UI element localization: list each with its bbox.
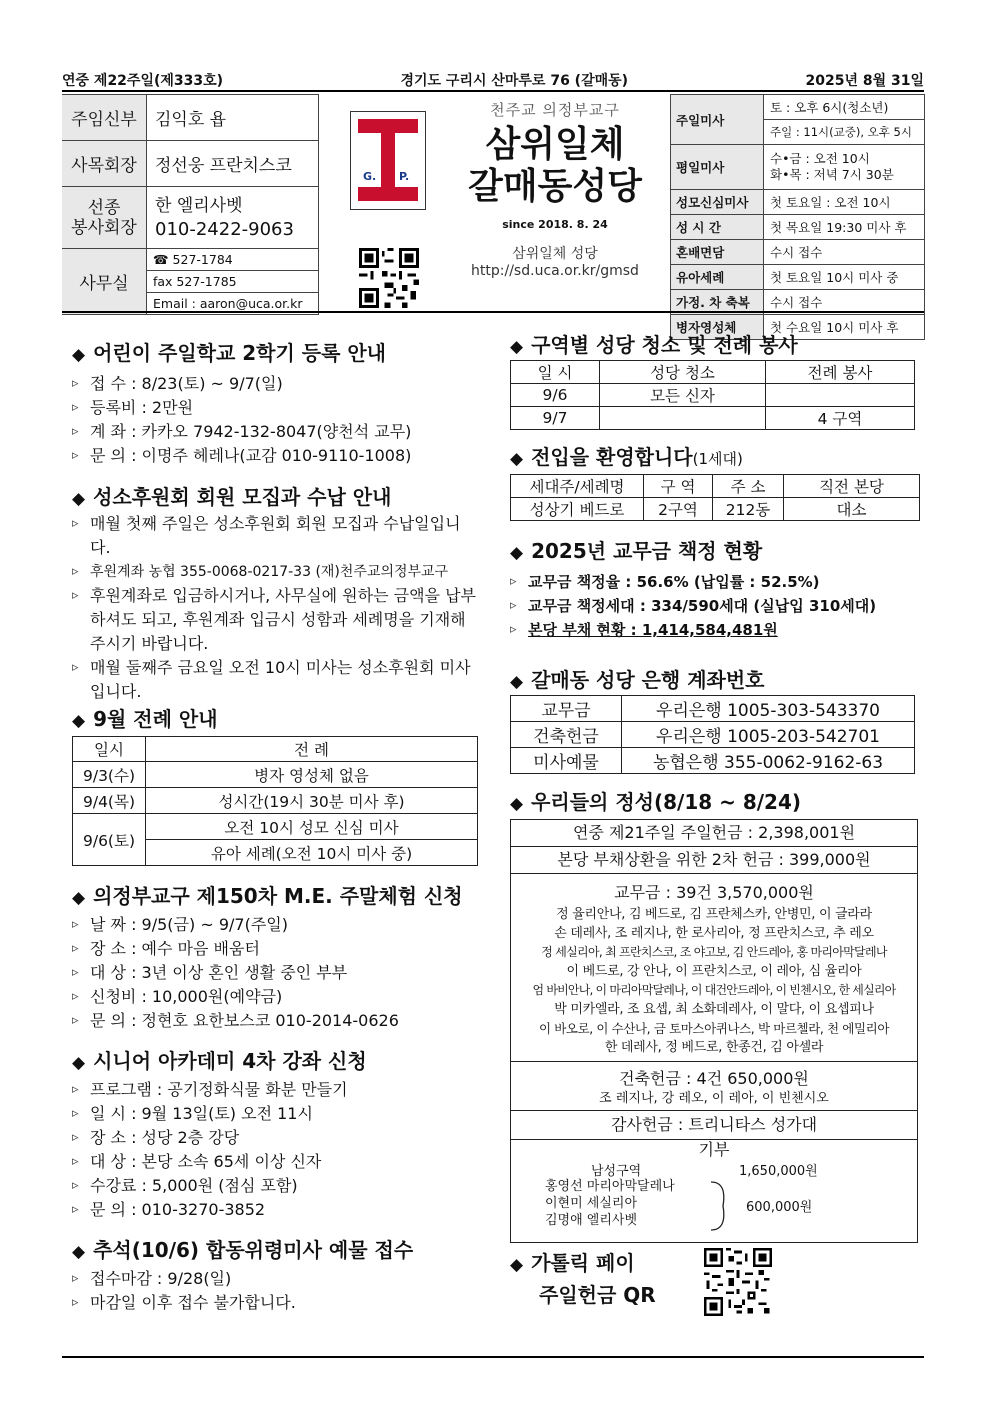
staff-value xyxy=(147,187,319,249)
mass-schedule xyxy=(670,94,925,340)
list-item: ▹ 접수마감 : 9/28(일) xyxy=(72,1267,492,1291)
diamond-icon: ◆ xyxy=(510,794,524,814)
donor-line: 박 미카엘라, 조 요셉, 최 소화데레사, 이 말다, 이 요셉피나 xyxy=(554,1002,874,1017)
mass-label: 병자영성체 xyxy=(671,315,764,340)
table-cell: 대소 xyxy=(784,498,920,521)
table-header: 세대주/세례명 xyxy=(511,475,644,498)
mass-value: 수시 접수 xyxy=(764,290,925,315)
masthead-line xyxy=(62,70,924,90)
staff-label xyxy=(62,187,147,249)
list-item: ▹ 후원계좌 농협 355-0068-0217-33 (재)천주교의정부교구 xyxy=(72,560,477,584)
section-title xyxy=(72,1234,492,1263)
section-title-text: 의정부교구 제150차 M.E. 주말체험 신청 xyxy=(93,884,463,908)
list-item: ▹ 계 좌 : 카카오 7942-132-8047(양천석 교무) xyxy=(72,420,492,444)
list-item: ▹ 매월 둘째주 금요일 오전 10시 미사는 성소후원회 미사입니다. xyxy=(72,656,477,704)
staff-value: 김익호 욥 xyxy=(147,95,319,141)
table-cell: 9/6 xyxy=(511,384,600,407)
diamond-icon: ◆ xyxy=(72,1242,86,1262)
office-phone: ☎ 527-1784 xyxy=(147,249,319,271)
tithe-offering xyxy=(511,874,917,1062)
diamond-icon: ◆ xyxy=(510,543,524,563)
table-cell: 9/4(목) xyxy=(73,788,146,814)
donor-names xyxy=(545,1178,675,1229)
qr-code-icon xyxy=(358,248,420,308)
donor-line: 정 세실리아, 최 프란치스코, 조 야고보, 김 안드레아, 홍 마리아막달레나 xyxy=(541,945,887,959)
section-title-text: 구역별 성당 청소 및 전례 봉사 xyxy=(531,333,798,357)
section-title xyxy=(72,703,478,732)
office-label: 사무실 xyxy=(62,249,147,315)
qr-title-line1: 가톨릭 페이 xyxy=(531,1251,635,1275)
section-title-text: 전입을 환영합니다 xyxy=(531,445,693,469)
donation-block xyxy=(511,1140,917,1242)
list-item: ▹ 문 의 : 010-3270-3852 xyxy=(72,1198,492,1222)
school-list xyxy=(72,372,492,468)
diamond-icon: ◆ xyxy=(510,672,524,692)
section-title xyxy=(510,664,915,693)
tithe-donor-list xyxy=(511,905,917,1057)
table-header: 전 례 xyxy=(146,737,478,762)
office-email: Email : aaron@uca.or.kr xyxy=(147,293,319,315)
mass-value: 첫 토요일 : 오전 10시 xyxy=(764,190,925,215)
list-item: ▹ 대 상 : 본당 소속 65세 이상 신자 xyxy=(72,1150,492,1174)
tithe-list xyxy=(510,570,920,642)
table-cell: 212동 xyxy=(713,498,784,521)
mass-value: 토 : 오후 6시(청소년) xyxy=(764,95,925,120)
second-collection: 본당 부채상환을 위한 2차 헌금 : 399,000원 xyxy=(511,847,917,874)
table-cell: 9/3(수) xyxy=(73,762,146,788)
tithe-section xyxy=(510,535,920,642)
donation-group: 남성구역 xyxy=(591,1164,642,1179)
section-title xyxy=(72,1045,492,1074)
offering-section xyxy=(510,786,918,1243)
september-liturgy-section xyxy=(72,703,478,866)
cleaning-section xyxy=(510,329,915,430)
staff-label: 사목회장 xyxy=(62,141,147,187)
parish-header xyxy=(430,99,680,279)
list-item: ▹ 프로그램 : 공기정화식물 화분 만들기 xyxy=(72,1078,492,1102)
mass-value: 수시 접수 xyxy=(764,240,925,265)
welcome-table xyxy=(510,474,920,521)
section-title xyxy=(72,880,492,909)
table-cell: 우리은행 1005-303-543370 xyxy=(622,696,915,722)
mass-label: 유아세례 xyxy=(671,265,764,290)
donor-name: 김명애 엘리사벳 xyxy=(545,1213,638,1228)
diamond-icon: ◆ xyxy=(72,1053,86,1073)
bank-section xyxy=(510,664,915,774)
me-list xyxy=(72,913,492,1033)
diamond-icon: ◆ xyxy=(510,337,524,357)
donation-group-amount: 1,650,000원 xyxy=(739,1164,818,1179)
mass-label: 평일미사 xyxy=(671,145,764,190)
donor-line: 이 바오로, 이 수산나, 금 토마스아퀴나스, 박 마르첼라, 천 에밀리아 xyxy=(538,1021,889,1036)
welcome-count: (1세대) xyxy=(692,450,743,468)
staff-label: 주임신부 xyxy=(62,95,147,141)
mass-label: 혼배면담 xyxy=(671,240,764,265)
table-header: 전례 봉사 xyxy=(766,361,915,384)
donation-head: 기부 xyxy=(698,1140,730,1159)
welcome-section xyxy=(510,441,920,521)
table-cell: 농협은행 355-0062-9162-63 xyxy=(622,748,915,774)
staff-name: 한 엘리사벳 xyxy=(155,195,243,216)
senior-list xyxy=(72,1078,492,1222)
list-item: ▹ 장 소 : 성당 2층 강당 xyxy=(72,1126,492,1150)
qr-code-icon xyxy=(704,1248,772,1316)
parish-logo xyxy=(350,111,426,210)
section-title-text: 2025년 교무금 책정 현황 xyxy=(531,539,763,563)
donor-line: 정 율리안나, 김 베드로, 김 프란체스카, 안병민, 이 글라라 xyxy=(556,907,872,922)
footer-rule xyxy=(62,1356,924,1358)
support-section xyxy=(72,481,492,704)
table-cell: 미사예물 xyxy=(511,748,622,774)
header-bottom-rule xyxy=(62,311,924,313)
list-item: ▹ 매월 첫째 주일은 성소후원회 회원 모집과 수납일입니다. xyxy=(72,512,477,560)
table-cell: 병자 영성체 없음 xyxy=(146,762,478,788)
table-cell: 9/7 xyxy=(511,407,600,430)
diamond-icon: ◆ xyxy=(510,1255,524,1275)
september-liturgy-table xyxy=(72,736,478,866)
brace-icon xyxy=(709,1180,729,1232)
list-item: ▹ 접 수 : 8/23(토) ~ 9/7(일) xyxy=(72,372,492,396)
diocese-name: 천주교 의정부교구 xyxy=(490,101,620,119)
list-item: ▹ 후원계좌로 입금하시거나, 사무실에 원하는 금액을 납부하셔도 되고, 후원계좌 입금시 성함과 세례명을 기재해 주시기 바랍니다. xyxy=(72,584,477,656)
svg-text:G.: G. xyxy=(363,170,377,183)
list-item: ▹ 일 시 : 9월 13일(토) 오전 11시 xyxy=(72,1102,492,1126)
staff-table xyxy=(62,94,319,315)
list-item: ▹ 수강료 : 5,000원 (점심 포함) xyxy=(72,1174,492,1198)
section-title-text: 어린이 주일학교 2학기 등록 안내 xyxy=(93,341,387,365)
mass-value xyxy=(764,145,925,190)
list-item: ▹ 문 의 : 이명주 헤레나(교감 010-9110-1008) xyxy=(72,444,492,468)
office-fax: fax 527-1785 xyxy=(147,271,319,293)
homepage-qr-code[interactable] xyxy=(358,248,420,308)
school-section xyxy=(72,337,492,468)
section-title-text: 성소후원회 회원 모집과 수납 안내 xyxy=(93,485,392,509)
mass-weekday-line: 수•금 : 오전 10시 xyxy=(770,151,870,166)
cleaning-table xyxy=(510,360,915,430)
mass-weekday-line: 화•목 : 저녁 7시 30분 xyxy=(770,167,894,182)
table-cell: 4 구역 xyxy=(766,407,915,430)
mass-label: 가정. 차 축복 xyxy=(671,290,764,315)
tithe-offering-head: 교무금 : 39건 3,570,000원 xyxy=(614,883,814,902)
table-cell: 2구역 xyxy=(644,498,713,521)
list-item: ▹ 등록비 : 2만원 xyxy=(72,396,492,420)
issue-date: 2025년 8월 31일 xyxy=(805,73,924,89)
qr-title-line2: 주일헌금 QR xyxy=(539,1283,656,1307)
thanks-offering: 감사헌금 : 트리니타스 성가대 xyxy=(511,1111,917,1140)
table-cell: 유아 세례(오전 10시 미사 중) xyxy=(146,840,478,866)
building-offering xyxy=(511,1062,917,1111)
offering-qr-code[interactable] xyxy=(704,1248,772,1316)
donor-name: 이현미 세실리아 xyxy=(545,1196,638,1211)
parish-address: 경기도 구리시 산마루로 76 (갈매동) xyxy=(400,73,629,89)
mass-value: 첫 토요일 10시 미사 중 xyxy=(764,265,925,290)
parish-since: since 2018. 8. 24 xyxy=(502,218,608,231)
diamond-icon: ◆ xyxy=(72,888,86,908)
table-cell: 건축헌금 xyxy=(511,722,622,748)
bank-table xyxy=(510,695,915,774)
staff-value: 정선웅 프란치스코 xyxy=(147,141,319,187)
diamond-icon: ◆ xyxy=(72,711,86,731)
table-cell xyxy=(600,407,766,430)
building-offering-head: 건축헌금 : 4건 650,000원 xyxy=(619,1069,809,1088)
section-title xyxy=(510,786,918,815)
staff-label-line: 봉사회장 xyxy=(71,217,137,238)
mass-label: 주일미사 xyxy=(671,95,764,145)
section-title-text: 9월 전례 안내 xyxy=(93,707,218,731)
section-title-text: 갈매동 성당 은행 계좌번호 xyxy=(531,668,765,692)
donors-amount: 600,000원 xyxy=(746,1200,813,1215)
support-list xyxy=(72,512,477,704)
section-title-text: 시니어 아카데미 4차 강좌 신청 xyxy=(93,1049,367,1073)
parish-logo-mark xyxy=(351,112,425,209)
list-item: ▹ 마감일 이후 접수 불가합니다. xyxy=(72,1291,492,1315)
section-title-text: 우리들의 정성(8/18 ~ 8/24) xyxy=(531,790,802,814)
mass-label: 성 시 간 xyxy=(671,215,764,240)
list-item: ▹ 문 의 : 정현호 요한보스코 010-2014-0626 xyxy=(72,1009,492,1033)
diamond-icon: ◆ xyxy=(72,489,86,509)
list-item: ▹ 교무금 책정율 : 56.6% (납입률 : 52.5%) xyxy=(510,570,920,594)
site-url[interactable]: http://sd.uca.or.kr/gmsd xyxy=(471,263,639,279)
list-item: ▹ 장 소 : 예수 마음 배움터 xyxy=(72,937,492,961)
table-cell: 우리은행 1005-203-542701 xyxy=(622,722,915,748)
donor-line: 엄 바비안나, 이 마리아막달레나, 이 대건안드레아, 이 빈첸시오, 한 세실리아 xyxy=(532,983,896,997)
mass-label: 성모신심미사 xyxy=(671,190,764,215)
mass-value: 주일 : 11시(교중), 오후 5시 xyxy=(764,120,925,145)
section-title xyxy=(510,329,915,358)
section-title xyxy=(510,535,920,564)
donor-name: 홍영선 마리아막달레나 xyxy=(545,1179,675,1194)
list-item: ▹ 대 상 : 3년 이상 혼인 생활 중인 부부 xyxy=(72,961,492,985)
mass-value: 첫 수요일 10시 미사 후 xyxy=(764,315,925,340)
list-item: ▹ 교무금 책정세대 : 334/590세대 (실납입 310세대) xyxy=(510,594,920,618)
me-section xyxy=(72,880,492,1033)
table-header: 성당 청소 xyxy=(600,361,766,384)
list-item: ▹ 신청비 : 10,000원(예약금) xyxy=(72,985,492,1009)
donor-line: 손 데레사, 조 레지나, 한 로사리아, 정 프란치스코, 추 레오 xyxy=(554,926,874,941)
table-header: 직전 본당 xyxy=(784,475,920,498)
table-cell: 9/6(토) xyxy=(73,814,146,866)
list-item: ▹ 본당 부채 현황 : 1,414,584,481원 xyxy=(510,618,920,642)
issue-number: 연중 제22주일(제333호) xyxy=(62,73,224,89)
sunday-offering: 연중 제21주일 주일헌금 : 2,398,001원 xyxy=(511,820,917,847)
catholic-pay-section xyxy=(510,1248,710,1310)
section-title xyxy=(510,1248,710,1280)
diamond-icon: ◆ xyxy=(72,345,86,365)
section-title xyxy=(72,337,492,366)
table-header: 구 역 xyxy=(644,475,713,498)
parish-name-line1: 삼위일체 xyxy=(485,124,625,165)
diamond-icon: ◆ xyxy=(510,449,524,469)
donor-line: 한 데레사, 정 베드로, 한종건, 김 아셀라 xyxy=(604,1040,824,1055)
mass-value: 첫 목요일 19:30 미사 후 xyxy=(764,215,925,240)
table-header: 주 소 xyxy=(713,475,784,498)
svg-text:P.: P. xyxy=(399,170,410,183)
list-item: ▹ 날 짜 : 9/5(금) ~ 9/7(주일) xyxy=(72,913,492,937)
chuseok-section xyxy=(72,1234,492,1315)
table-header: 일시 xyxy=(73,737,146,762)
chuseok-list xyxy=(72,1267,492,1315)
staff-label-line: 선종 xyxy=(87,197,121,218)
parish-name-line2: 갈매동성당 xyxy=(468,166,642,207)
offering-box xyxy=(510,819,918,1243)
table-header: 일 시 xyxy=(511,361,600,384)
site-name: 삼위일체 성당 xyxy=(512,246,598,262)
table-cell xyxy=(766,384,915,407)
building-donor-list: 조 레지나, 강 레오, 이 레아, 이 빈첸시오 xyxy=(599,1091,829,1106)
table-cell: 모든 신자 xyxy=(600,384,766,407)
staff-phone: 010-2422-9063 xyxy=(155,218,294,240)
table-cell: 성상기 베드로 xyxy=(511,498,644,521)
table-cell: 오전 10시 성모 신심 미사 xyxy=(146,814,478,840)
section-title-text: 추석(10/6) 합동위령미사 예물 접수 xyxy=(93,1238,414,1262)
senior-section xyxy=(72,1045,492,1222)
donor-line: 이 베드로, 강 안나, 이 프란치스코, 이 레아, 심 율리아 xyxy=(566,964,862,979)
section-title xyxy=(72,481,492,510)
table-cell: 성시간(19시 30분 미사 후) xyxy=(146,788,478,814)
table-cell: 교무금 xyxy=(511,696,622,722)
top-rule xyxy=(62,90,924,92)
section-title xyxy=(510,441,920,470)
